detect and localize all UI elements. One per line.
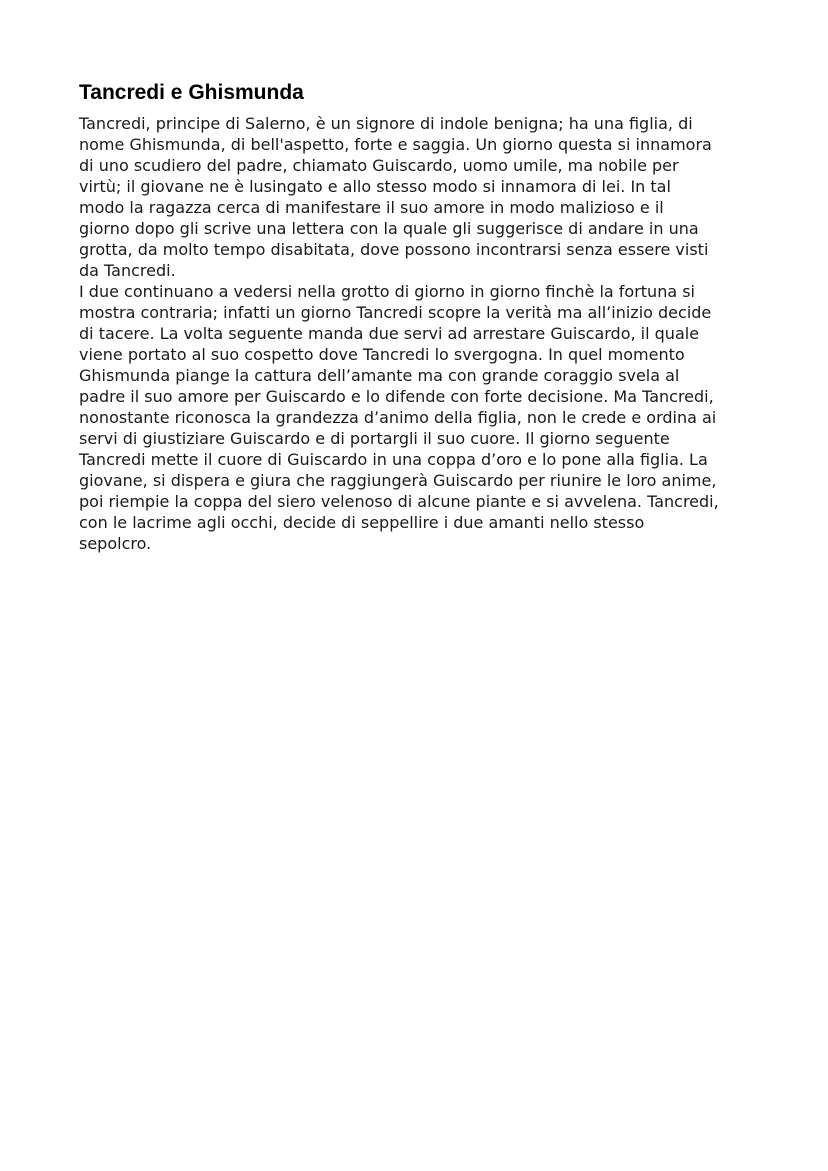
text-line: padre il suo amore per Guiscardo e lo difende con forte decisione. Ma Tancredi, (79, 387, 714, 406)
text-line: virtù; il giovane ne è lusingato e allo stesso modo si innamora di lei. In tal (79, 177, 671, 196)
text-line: sepolcro. (79, 534, 152, 553)
text-line: mostra contraria; infatti un giorno Tancredi scopre la verità ma all’inizio decide (79, 303, 712, 322)
text-line: poi riempie la coppa del siero velenoso di alcune piante e si avvelena. Tancredi, (79, 492, 719, 511)
text-line: grotta, da molto tempo disabitata, dove possono incontrarsi senza essere visti (79, 240, 709, 259)
text-line: di uno scudiero del padre, chiamato Guiscardo, uomo umile, ma nobile per (79, 156, 679, 175)
text-line: nonostante riconosca la grandezza d’animo della figlia, non le crede e ordina ai (79, 408, 717, 427)
text-line: nome Ghismunda, di bell'aspetto, forte e saggia. Un giorno questa si innamora (79, 135, 712, 154)
text-line: giorno dopo gli scrive una lettera con la quale gli suggerisce di andare in una (79, 219, 699, 238)
text-line: di tacere. La volta seguente manda due servi ad arrestare Guiscardo, il quale (79, 324, 700, 343)
text-line: giovane, si dispera e giura che raggiungerà Guiscardo per riunire le loro anime, (79, 471, 717, 490)
text-line: con le lacrime agli occhi, decide di seppellire i due amanti nello stesso (79, 513, 645, 532)
text-line: viene portato al suo cospetto dove Tancredi lo svergogna. In quel momento (79, 345, 685, 364)
document-title: Tancredi e Ghismunda (79, 81, 304, 104)
text-line: Ghismunda piange la cattura dell’amante ma con grande coraggio svela al (79, 366, 680, 385)
text-line: da Tancredi. (79, 261, 176, 280)
text-line: modo la ragazza cerca di manifestare il suo amore in modo malizioso e il (79, 198, 664, 217)
text-line: Tancredi, principe di Salerno, è un signore di indole benigna; ha una figlia, di (79, 114, 693, 133)
document-body (79, 113, 769, 554)
text-line: Tancredi mette il cuore di Guiscardo in una coppa d’oro e lo pone alla figlia. La (79, 450, 708, 469)
text-line: servi di giustiziare Guiscardo e di portargli il suo cuore. Il giorno seguente (79, 429, 670, 448)
text-line: I due continuano a vedersi nella grotto di giorno in giorno finchè la fortuna si (79, 282, 695, 301)
